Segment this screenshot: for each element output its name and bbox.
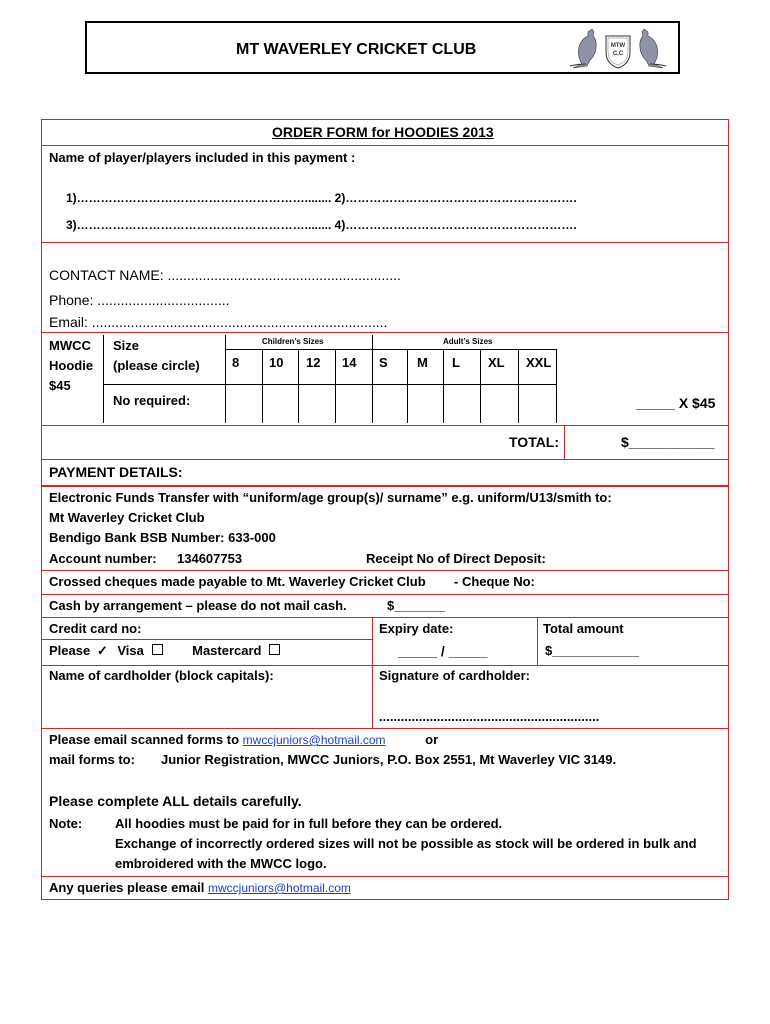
total-amount-field[interactable]: $____________ <box>545 643 639 658</box>
credit-card-label[interactable]: Credit card no: <box>49 621 142 636</box>
size-option-m[interactable]: M <box>417 355 428 370</box>
receipt-label[interactable]: Receipt No of Direct Deposit: <box>366 551 546 566</box>
children-sizes-header: Children’s Sizes <box>262 337 324 346</box>
no-required-label: No required: <box>113 393 191 408</box>
payment-header: PAYMENT DETAILS: <box>49 464 183 480</box>
email-link[interactable]: mwccjuniors@hotmail.com <box>242 733 386 747</box>
cheque-number-label[interactable]: - Cheque No: <box>454 574 535 589</box>
email-prefix: Please email scanned forms to <box>49 732 240 747</box>
please-circle-label: (please circle) <box>113 358 200 373</box>
mastercard-label: Mastercard <box>192 643 262 658</box>
kangaroo-logo-icon <box>566 26 670 70</box>
club-title: MT WAVERLEY CRICKET CLUB <box>236 41 477 58</box>
visa-checkbox[interactable] <box>152 644 163 655</box>
size-option-10[interactable]: 10 <box>269 355 284 370</box>
email-instructions <box>49 732 438 748</box>
account-number: 134607753 <box>177 551 243 566</box>
price-label: $45 <box>49 378 71 393</box>
club-account-name: Mt Waverley Cricket Club <box>49 510 205 525</box>
size-option-xxl[interactable]: XXL <box>526 355 552 370</box>
expiry-field[interactable]: _____ / _____ <box>398 643 488 659</box>
form-title: ORDER FORM for HOODIES 2013 <box>272 124 494 140</box>
eft-instructions: Electronic Funds Transfer with “uniform/age group(s)/ surname” e.g. uniform/U13/smith to: <box>49 490 612 505</box>
size-option-xl[interactable]: XL <box>488 355 505 370</box>
size-option-s[interactable]: S <box>379 355 388 370</box>
total-label: TOTAL: <box>509 434 560 450</box>
please-label: Please <box>49 643 91 658</box>
note-2: Exchange of incorrectly ordered sizes will not be possible as stock will be ordered in bulk and <box>115 836 697 851</box>
visa-label: Visa <box>117 643 144 658</box>
hoodie-label: Hoodie <box>49 358 94 373</box>
size-option-12[interactable]: 12 <box>306 355 321 370</box>
note-1: All hoodies must be paid for in full before they can be ordered. <box>115 816 503 831</box>
quantity-multiplier[interactable]: _____ X $45 <box>636 395 716 411</box>
player-line-3-4[interactable]: 3)…………………………………………………........ 4)…………………………………………………. <box>66 218 577 232</box>
bank-details: Bendigo Bank BSB Number: 633-000 <box>49 530 276 545</box>
complete-notice: Please complete ALL details carefully. <box>49 793 302 809</box>
mail-label: mail forms to: <box>49 752 135 767</box>
card-type-row <box>49 643 280 659</box>
cheque-instructions: Crossed cheques made payable to Mt. Waverley Cricket Club <box>49 574 426 589</box>
or-text: or <box>425 732 439 747</box>
total-amount-label: Total amount <box>543 621 624 636</box>
size-option-8[interactable]: 8 <box>232 355 240 370</box>
player-line-1-2[interactable]: 1)…………………………………………………........ 2)…………………………………………………. <box>66 191 577 205</box>
logo-text: MTW <box>610 43 626 49</box>
queries-email-link[interactable]: mwccjuniors@hotmail.com <box>207 881 351 895</box>
signature-line[interactable]: ............................................................. <box>379 709 600 724</box>
cash-amount[interactable]: $_______ <box>387 598 445 613</box>
mastercard-checkbox[interactable] <box>269 644 280 655</box>
logo-sub: C.C <box>612 51 624 57</box>
total-value[interactable]: $___________ <box>621 434 715 450</box>
account-number-label: Account number: <box>49 551 157 566</box>
cardholder-name-label[interactable]: Name of cardholder (block capitals): <box>49 668 274 683</box>
phone-field[interactable]: Phone: .................................. <box>49 292 230 308</box>
check-mark-icon: ✓ <box>96 643 108 658</box>
email-field[interactable]: Email: ............................................................................ <box>49 314 388 330</box>
size-option-l[interactable]: L <box>452 355 460 370</box>
queries-prefix: Any queries please email <box>49 880 205 895</box>
cash-instructions: Cash by arrangement – please do not mail cash. <box>49 598 347 613</box>
expiry-label: Expiry date: <box>379 621 454 636</box>
size-label: Size <box>113 338 140 353</box>
signature-label: Signature of cardholder: <box>379 668 530 683</box>
mwcc-label: MWCC <box>49 338 91 353</box>
club-logo <box>566 26 670 70</box>
mail-address: Junior Registration, MWCC Juniors, P.O. Box 2551, Mt Waverley VIC 3149. <box>161 752 617 767</box>
queries-line <box>49 880 351 896</box>
contact-name-field[interactable]: CONTACT NAME: ............................................................ <box>49 267 401 283</box>
players-label: Name of player/players included in this payment : <box>49 150 356 165</box>
note-3: embroidered with the MWCC logo. <box>115 856 327 871</box>
note-label: Note: <box>49 816 83 831</box>
size-option-14[interactable]: 14 <box>342 355 357 370</box>
adult-sizes-header: Adult’s Sizes <box>443 337 493 346</box>
